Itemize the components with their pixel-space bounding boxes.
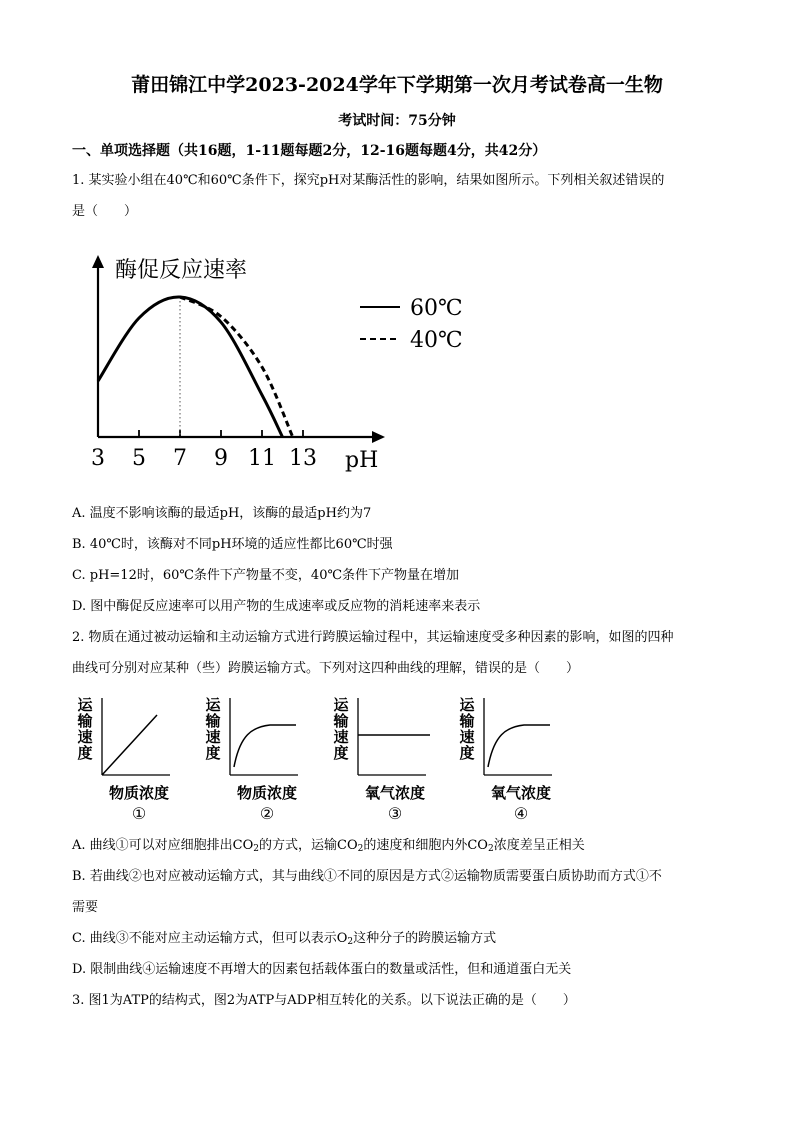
graph-ylabel-char: 运 [459, 696, 475, 714]
graph-ylabel-char: 输 [205, 712, 221, 730]
graph-xlabel: 氧气浓度 [490, 784, 552, 802]
graph-ylabel-char: 度 [459, 744, 475, 762]
chart-plot-area [91, 255, 463, 473]
q2-transport-graphs [75, 690, 595, 825]
graph-xlabel: 氧气浓度 [364, 784, 426, 802]
graph-ylabel-char: 度 [205, 744, 221, 762]
y-axis-label: 酶促反应速率 [115, 258, 248, 283]
graph-number: ④ [513, 804, 529, 823]
q2-option-b-line1: B. 若曲线②也对应被动运输方式，其与曲线①不同的原因是方式②运输物质需要蛋白质协助而方式①不 [72, 869, 662, 884]
graph-ylabel-char: 输 [333, 712, 349, 730]
graph-ylabel-char: 输 [77, 712, 93, 730]
graph-ylabel-char: 输 [459, 712, 475, 730]
graph-curve [102, 715, 157, 775]
q1-option-b: B. 40℃时，该酶对不同pH环境的适应性都比60℃时强 [72, 537, 393, 552]
subscript: 2 [357, 844, 364, 854]
graph-ylabel-char: 运 [205, 696, 221, 714]
graph-ylabel-char: 速 [333, 728, 349, 746]
q2-option-d: D. 限制曲线④运输速度不再增大的因素包括载体蛋白的数量或活性，但和通道蛋白无关 [72, 962, 572, 977]
q2-option-a [72, 837, 585, 858]
graph-ylabel-char: 度 [333, 744, 349, 762]
graph-ylabel-char: 运 [333, 696, 349, 714]
x-axis-arrow [372, 431, 385, 443]
subscript: 2 [253, 844, 259, 854]
q2-option-c-part1: C. 曲线③不能对应主动运输方式，但可以表示O [72, 931, 348, 946]
q1-option-c: C. pH=12时，60℃条件下产物量不变，40℃条件下产物量在增加 [72, 568, 460, 583]
graph-curve [234, 725, 296, 767]
graph-ylabel-char: 速 [77, 728, 93, 746]
legend-60c-label: 60℃ [410, 296, 463, 321]
q1-stem-line2: 是（ ） [72, 204, 138, 219]
graph-number: ① [131, 804, 147, 823]
q2-option-a-part2: 的方式，运输CO [259, 838, 358, 853]
q3-stem: 3. 图1为ATP的结构式，图2为ATP与ADP相互转化的关系。以下说法正确的是（ ） [72, 993, 576, 1008]
graph-ylabel-char: 速 [459, 728, 475, 746]
q2-stem-line1: 2. 物质在通过被动运输和主动运输方式进行跨膜运输过程中，其运输速度受多种因素的影响，如图的四种 [72, 630, 674, 645]
transport-graph-3 [332, 696, 430, 823]
graph-xlabel: 物质浓度 [236, 784, 298, 802]
q1-option-d: D. 图中酶促反应速率可以用产物的生成速率或反应物的消耗速率来表示 [72, 599, 481, 614]
q1-stem-line1: 1. 某实验小组在40℃和60℃条件下，探究pH对某酶活性的影响，结果如图所示。下列相关叙述错误的 [72, 173, 665, 188]
q2-option-a-part1: A. 曲线①可以对应细胞排出CO [72, 838, 254, 853]
x-tick-label: 5 [132, 446, 146, 471]
x-tick-label: 7 [173, 446, 187, 471]
subscript: 2 [487, 844, 494, 854]
x-tick-label: 13 [289, 446, 317, 471]
q2-option-b-line2: 需要 [72, 900, 99, 915]
legend-40c-label: 40℃ [410, 328, 463, 353]
graph-ylabel-char: 速 [205, 728, 221, 746]
graph-ylabel-char: 运 [77, 696, 93, 714]
transport-graph-2 [204, 696, 298, 823]
transport-graph-4 [458, 696, 552, 823]
page-title: 莆田锦江中学2023-2024学年下学期第一次月考试卷高一生物 [131, 74, 663, 96]
x-tick-label: 9 [214, 446, 228, 471]
x-tick-label: 11 [248, 446, 276, 471]
section-heading: 一、单项选择题（共16题，1-11题每题2分，12-16题每题4分，共42分） [72, 143, 547, 159]
graph-xlabel: 物质浓度 [108, 784, 170, 802]
q2-option-c [72, 930, 496, 951]
graph-ylabel-char: 度 [77, 744, 93, 762]
q2-option-a-part4: 浓度差呈正相关 [493, 838, 585, 853]
q2-option-a-part3: 的速度和细胞内外CO [363, 838, 488, 853]
series-60c-line [98, 297, 283, 437]
graph-number: ③ [387, 804, 403, 823]
graph-curve [488, 725, 550, 767]
transport-graph-group [76, 696, 552, 823]
y-axis-arrow [92, 255, 104, 268]
transport-graph-1 [76, 696, 170, 823]
q2-stem-line2: 曲线可分别对应某种（些）跨膜运输方式。下列对这四种曲线的理解，错误的是（ ） [72, 661, 580, 676]
graph-number: ② [259, 804, 275, 823]
x-tick-label: 3 [91, 446, 105, 471]
q1-option-a: A. 温度不影响该酶的最适pH，该酶的最适pH约为7 [72, 506, 372, 521]
exam-time: 考试时间：75分钟 [338, 113, 456, 129]
subscript: 2 [347, 937, 354, 947]
q1-enzyme-chart [80, 245, 480, 480]
series-40c-line [180, 297, 293, 437]
q2-option-c-part2: 这种分子的跨膜运输方式 [353, 931, 497, 946]
x-axis-label: pH [345, 448, 379, 473]
